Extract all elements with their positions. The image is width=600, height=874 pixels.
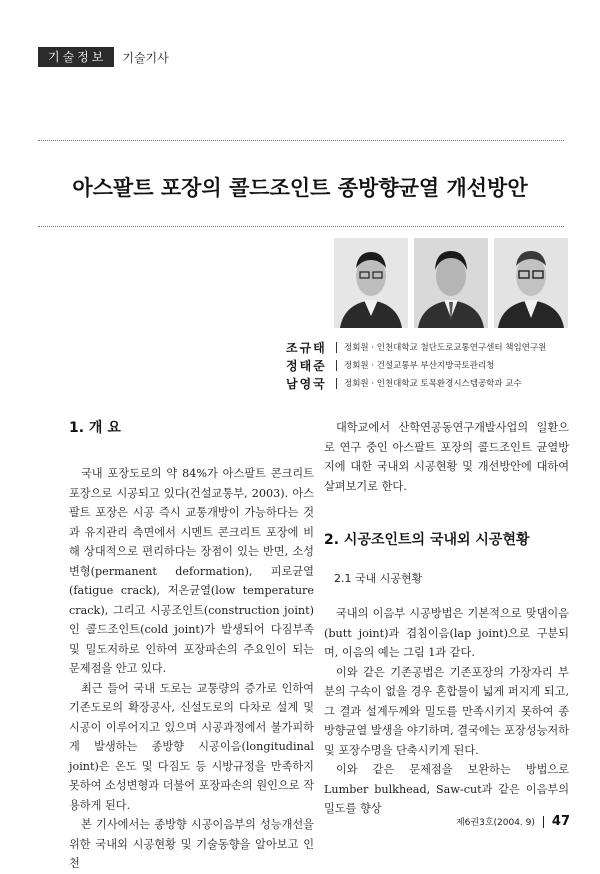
divider-bottom (38, 226, 564, 227)
author-affiliation: 정회원 · 인천대학교 첨단도로교통연구센터 책임연구원 (344, 343, 547, 353)
left-column (69, 418, 314, 874)
body-paragraph: 국내의 이음부 시공방법은 기본적으로 맞댐이음(butt joint)과 겹침이음(lap joint)으로 구분되며, 이음의 예는 그림 1과 같다. (324, 607, 569, 659)
author-affiliation: 정회원 · 건설교통부 부산지방국토관리청 (344, 361, 495, 371)
body-paragraph: 국내 포장도로의 약 84%가 아스팔트 콘크리트 포장으로 시공되고 있다(건설교통부, 2003). 아스팔트 포장은 시공 즉시 교통개방이 가능하다는 것과 유지관리 측면에서 시멘트 콘크리트 포장에 비해 상대적으로 편리하다는 장점이 있는 반면, 소성변형(permanent deformation), 피로균열(fatigue crack), 저온균열(low temperature crack), 그리고 시공조인트(construction joint)인 콜드조인트(cold joint)가 발생되어 다짐부족 및 밀도저하로 인하여 포장파손의 주요인이 되는 문제점을 안고 있다. (69, 467, 314, 675)
author-item (286, 375, 546, 391)
footer-separator (543, 816, 544, 828)
author-list (286, 339, 546, 393)
category-header (38, 47, 169, 67)
subcategory-label: 기술기사 (122, 50, 169, 65)
author-affiliation: 정회원 · 인천대학교 토목환경시스템공학과 교수 (344, 379, 522, 389)
divider-top (38, 140, 564, 141)
issue-label: 제6권3호(2004. 9) (455, 818, 535, 828)
author-item (286, 357, 546, 373)
category-badge: 기술정보 (38, 47, 114, 67)
author-name: 남영국 (286, 376, 327, 391)
body-paragraph: 이와 같은 기존공법은 기존포장의 가장자리 부분의 구속이 없을 경우 혼합물이 넓게 퍼지게 되고, 그 결과 설계두께와 밀도를 만족시키지 못하여 종방향균열 발생을 야기하며, 결국에는 포장성능저하 및 포장수명을 단축시키게 된다. (324, 665, 569, 757)
section-title-construction: 2. 시공조인트의 국내외 시공현황 (324, 532, 530, 548)
author-name: 조규태 (286, 340, 327, 355)
body-paragraph: 최근 들어 국내 도로는 교통량의 증가로 인하여 기존도로의 확장공사, 신설도로의 다차로 설계 및 시공이 이루어지고 있으며 시공과정에서 불가피하게 발생하는 종방향 시공이음(longitudinal joint)은 온도 및 다짐도 등 시방규정을 만족하지 못하여 소성변형과 더불어 포장파손의 원인으로 작용하게 된다. (69, 681, 314, 812)
author-separator (336, 360, 337, 371)
body-paragraph: 대학교에서 산학연공동연구개발사업의 일환으로 연구 중인 아스팔트 포장의 콜드조인트 균열방지에 대한 국내외 시공현황 및 개선방안에 대하여 살펴보기로 한다. (324, 421, 569, 493)
right-column (324, 418, 569, 819)
author-separator (336, 342, 337, 353)
body-paragraph: 이와 같은 문제점을 보완하는 방법으로 Lumber bulkhead, Saw-cut과 같은 이음부의 밀도를 향상 (324, 763, 569, 815)
body-paragraph: 본 기사에서는 종방향 시공이음부의 성능개선을 위한 국내외 시공현황 및 기술동향을 알아보고 인천 (69, 818, 314, 870)
author-photo-2 (414, 238, 488, 328)
author-item (286, 339, 546, 355)
section-title-overview: 1. 개 요 (69, 420, 121, 436)
author-photos (334, 238, 568, 328)
article-title: 아스팔트 포장의 콜드조인트 종방향균열 개선방안 (72, 176, 528, 200)
author-separator (336, 378, 337, 389)
subsection-title-domestic: 2.1 국내 시공현황 (334, 572, 423, 585)
page-footer (456, 814, 570, 829)
author-name: 정태준 (286, 358, 327, 373)
author-photo-1 (334, 238, 408, 328)
author-photo-3 (494, 238, 568, 328)
page-number: 47 (551, 814, 570, 829)
